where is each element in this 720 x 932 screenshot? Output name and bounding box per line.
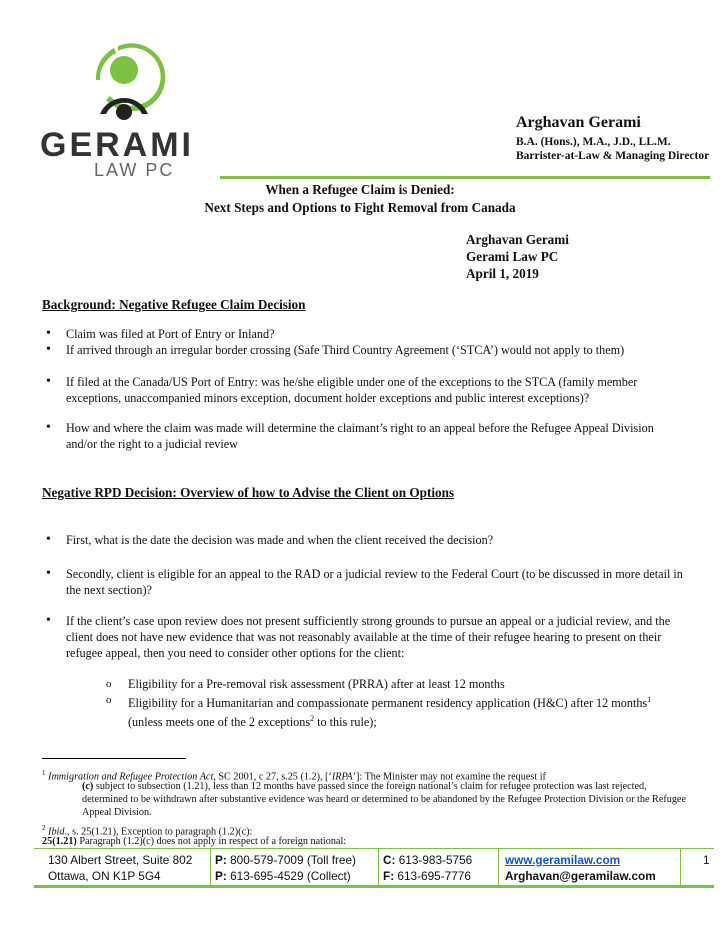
sub-list-item: o Eligibility for a Humanitarian and compassionate permanent residency application (H&C) after 12 months$^1$ (unless meets one of the 2 exceptions$^2$ to this rule);: [128, 692, 688, 730]
footnote-ref-1[interactable]: 1: [647, 695, 652, 704]
footnote-1: $^1$ Immigration and Refugee Protection Act, SC 2001, c 27, s.25 (1.2), [‘IRPA’]: The Minister may not examine the request if: [42, 769, 546, 783]
footnote-2-detail: 25(1.21) Paragraph (1.2)(c) does not apply in respect of a foreign national:: [42, 836, 347, 847]
document-title-line2: Next Steps and Options to Fight Removal from Canada: [204, 200, 516, 215]
section-heading-negative-rpd: Negative RPD Decision: Overview of how to Advise the Client on Options: [42, 485, 455, 500]
author-firm: Gerami Law PC: [466, 249, 559, 264]
list-item: • Secondly, client is eligible for an appeal to the RAD or a judicial review to the Federal Court (to be discussed in more detail in the next section)?: [66, 566, 686, 598]
footer-cell-fax: [378, 849, 498, 885]
fax-number: F: 613-695-7776: [383, 869, 471, 883]
header-name: Arghavan Gerami: [516, 114, 641, 131]
phone-tollfree[interactable]: P: 800-579-7009 (Toll free): [215, 853, 356, 867]
logo-brand-text: GERAMI: [40, 126, 194, 164]
section-heading-background: Background: Negative Refugee Claim Decision: [42, 297, 306, 312]
logo-sub-text: LAW PC: [94, 160, 175, 180]
gerami-law-logo: [36, 40, 236, 180]
email-link[interactable]: Arghavan@geramilaw.com: [505, 869, 656, 883]
header-role: Barrister-at-Law & Managing Director: [516, 150, 710, 162]
footer-contact-bar: [34, 848, 714, 888]
footer-address: [34, 849, 210, 885]
footer-web: [498, 849, 680, 885]
list-item: • If filed at the Canada/US Port of Entry: was he/she eligible under one of the exceptions to the STCA (family member exceptions, unaccompanied minors exception, document holder exceptions and public interest exceptions)?: [66, 374, 686, 406]
address-line1: 130 Albert Street, Suite 802: [48, 853, 193, 867]
footnote-divider: [42, 758, 186, 759]
author-name: Arghavan Gerami: [466, 232, 569, 247]
document-date: April 1, 2019: [466, 266, 539, 281]
footer-phones: [210, 849, 378, 885]
list-item: • First, what is the date the decision was made and when the client received the decision?: [66, 532, 686, 548]
footnote-2: $^2$ Ibid., s. 25(1.21), Exception to paragraph (1.2)(c):: [42, 824, 253, 838]
list-item: • Claim was filed at Port of Entry or Inland?: [66, 326, 686, 342]
phone-cell[interactable]: C: 613-983-5756: [383, 853, 473, 867]
page-number: 1: [680, 849, 714, 885]
website-link[interactable]: www.geramilaw.com: [505, 853, 621, 867]
footnote-ref-2[interactable]: 2: [310, 714, 315, 724]
footnote-1-detail: (c) subject to subsection (1.21), less than 12 months have passed since the foreign national’s claim for refugee protection was last rejected, determined to be withdrawn after substantive evidence was heard or determined to be abandoned by the Refugee Protection Division or the Refugee Appeal Division.: [82, 781, 686, 818]
header-divider: [220, 176, 710, 179]
logo-emblem-icon: [96, 43, 165, 120]
list-item: • If the client’s case upon review does not present sufficiently strong grounds to pursue an appeal or a judicial review, and the client does not have new evidence that was not reasonably available at the time of their refugee hearing to present on their refugee appeal, then you need to consider other options for the client:: [66, 613, 686, 661]
sub-list-item: o Eligibility for a Pre-removal risk assessment (PRRA) after at least 12 months: [128, 676, 688, 692]
header-credentials: B.A. (Hons.), M.A., J.D., LL.M.: [516, 136, 671, 148]
list-item: • How and where the claim was made will determine the claimant’s right to an appeal before the Refugee Appeal Division and/or the right to a judicial review: [66, 420, 686, 452]
list-item: • If arrived through an irregular border crossing (Safe Third Country Agreement (‘STCA’) would not apply to them): [66, 342, 686, 358]
document-title-line1: When a Refugee Claim is Denied:: [265, 182, 455, 197]
phone-collect[interactable]: P: 613-695-4529 (Collect): [215, 869, 351, 883]
address-line2: Ottawa, ON K1P 5G4: [48, 869, 161, 883]
